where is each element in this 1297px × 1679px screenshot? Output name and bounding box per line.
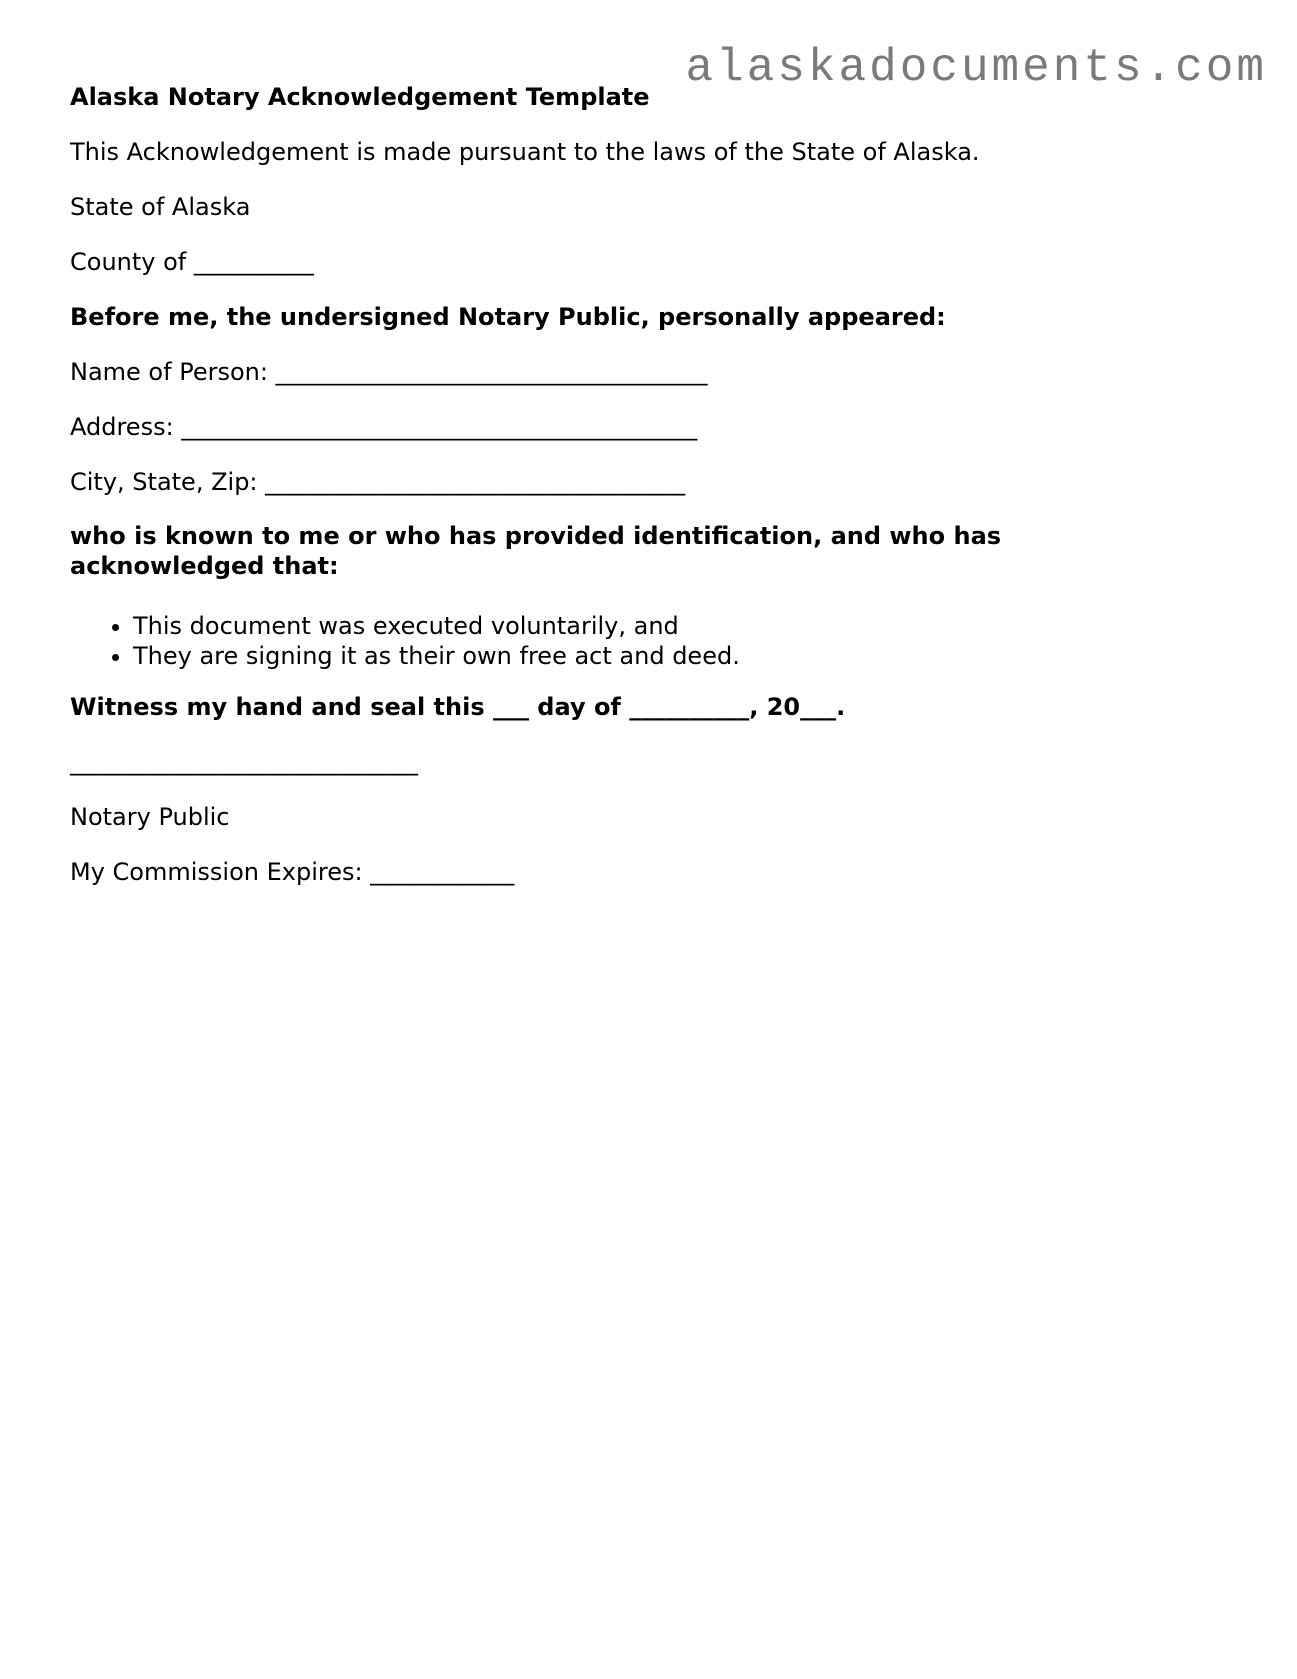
signature-line: _____________________________	[70, 748, 418, 776]
list-item: • This document was executed voluntarily, and	[133, 611, 740, 641]
county-line: County of __________	[70, 248, 314, 276]
acknowledgement-list	[70, 611, 740, 671]
city-state-zip-field: City, State, Zip: ___________________________________	[70, 468, 686, 496]
address-field: Address: ___________________________________________	[70, 413, 698, 441]
name-of-person-field: Name of Person: ____________________________________	[70, 358, 708, 386]
intro-text: This Acknowledgement is made pursuant to the laws of the State of Alaska.	[70, 138, 980, 166]
watermark: alaskadocuments.com	[685, 42, 1267, 94]
list-item: • They are signing it as their own free act and deed.	[133, 641, 740, 671]
commission-expires-field: My Commission Expires: ____________	[70, 858, 515, 886]
document-title: Alaska Notary Acknowledgement Template	[70, 83, 650, 111]
notary-public-label: Notary Public	[70, 803, 230, 831]
known-to-me-heading: who is known to me or who has provided identification, and who has acknowledged that:	[70, 522, 1002, 580]
before-me-heading: Before me, the undersigned Notary Public, personally appeared:	[70, 303, 946, 331]
witness-line: Witness my hand and seal this ___ day of __________, 20___.	[70, 693, 846, 721]
state-line: State of Alaska	[70, 193, 251, 221]
